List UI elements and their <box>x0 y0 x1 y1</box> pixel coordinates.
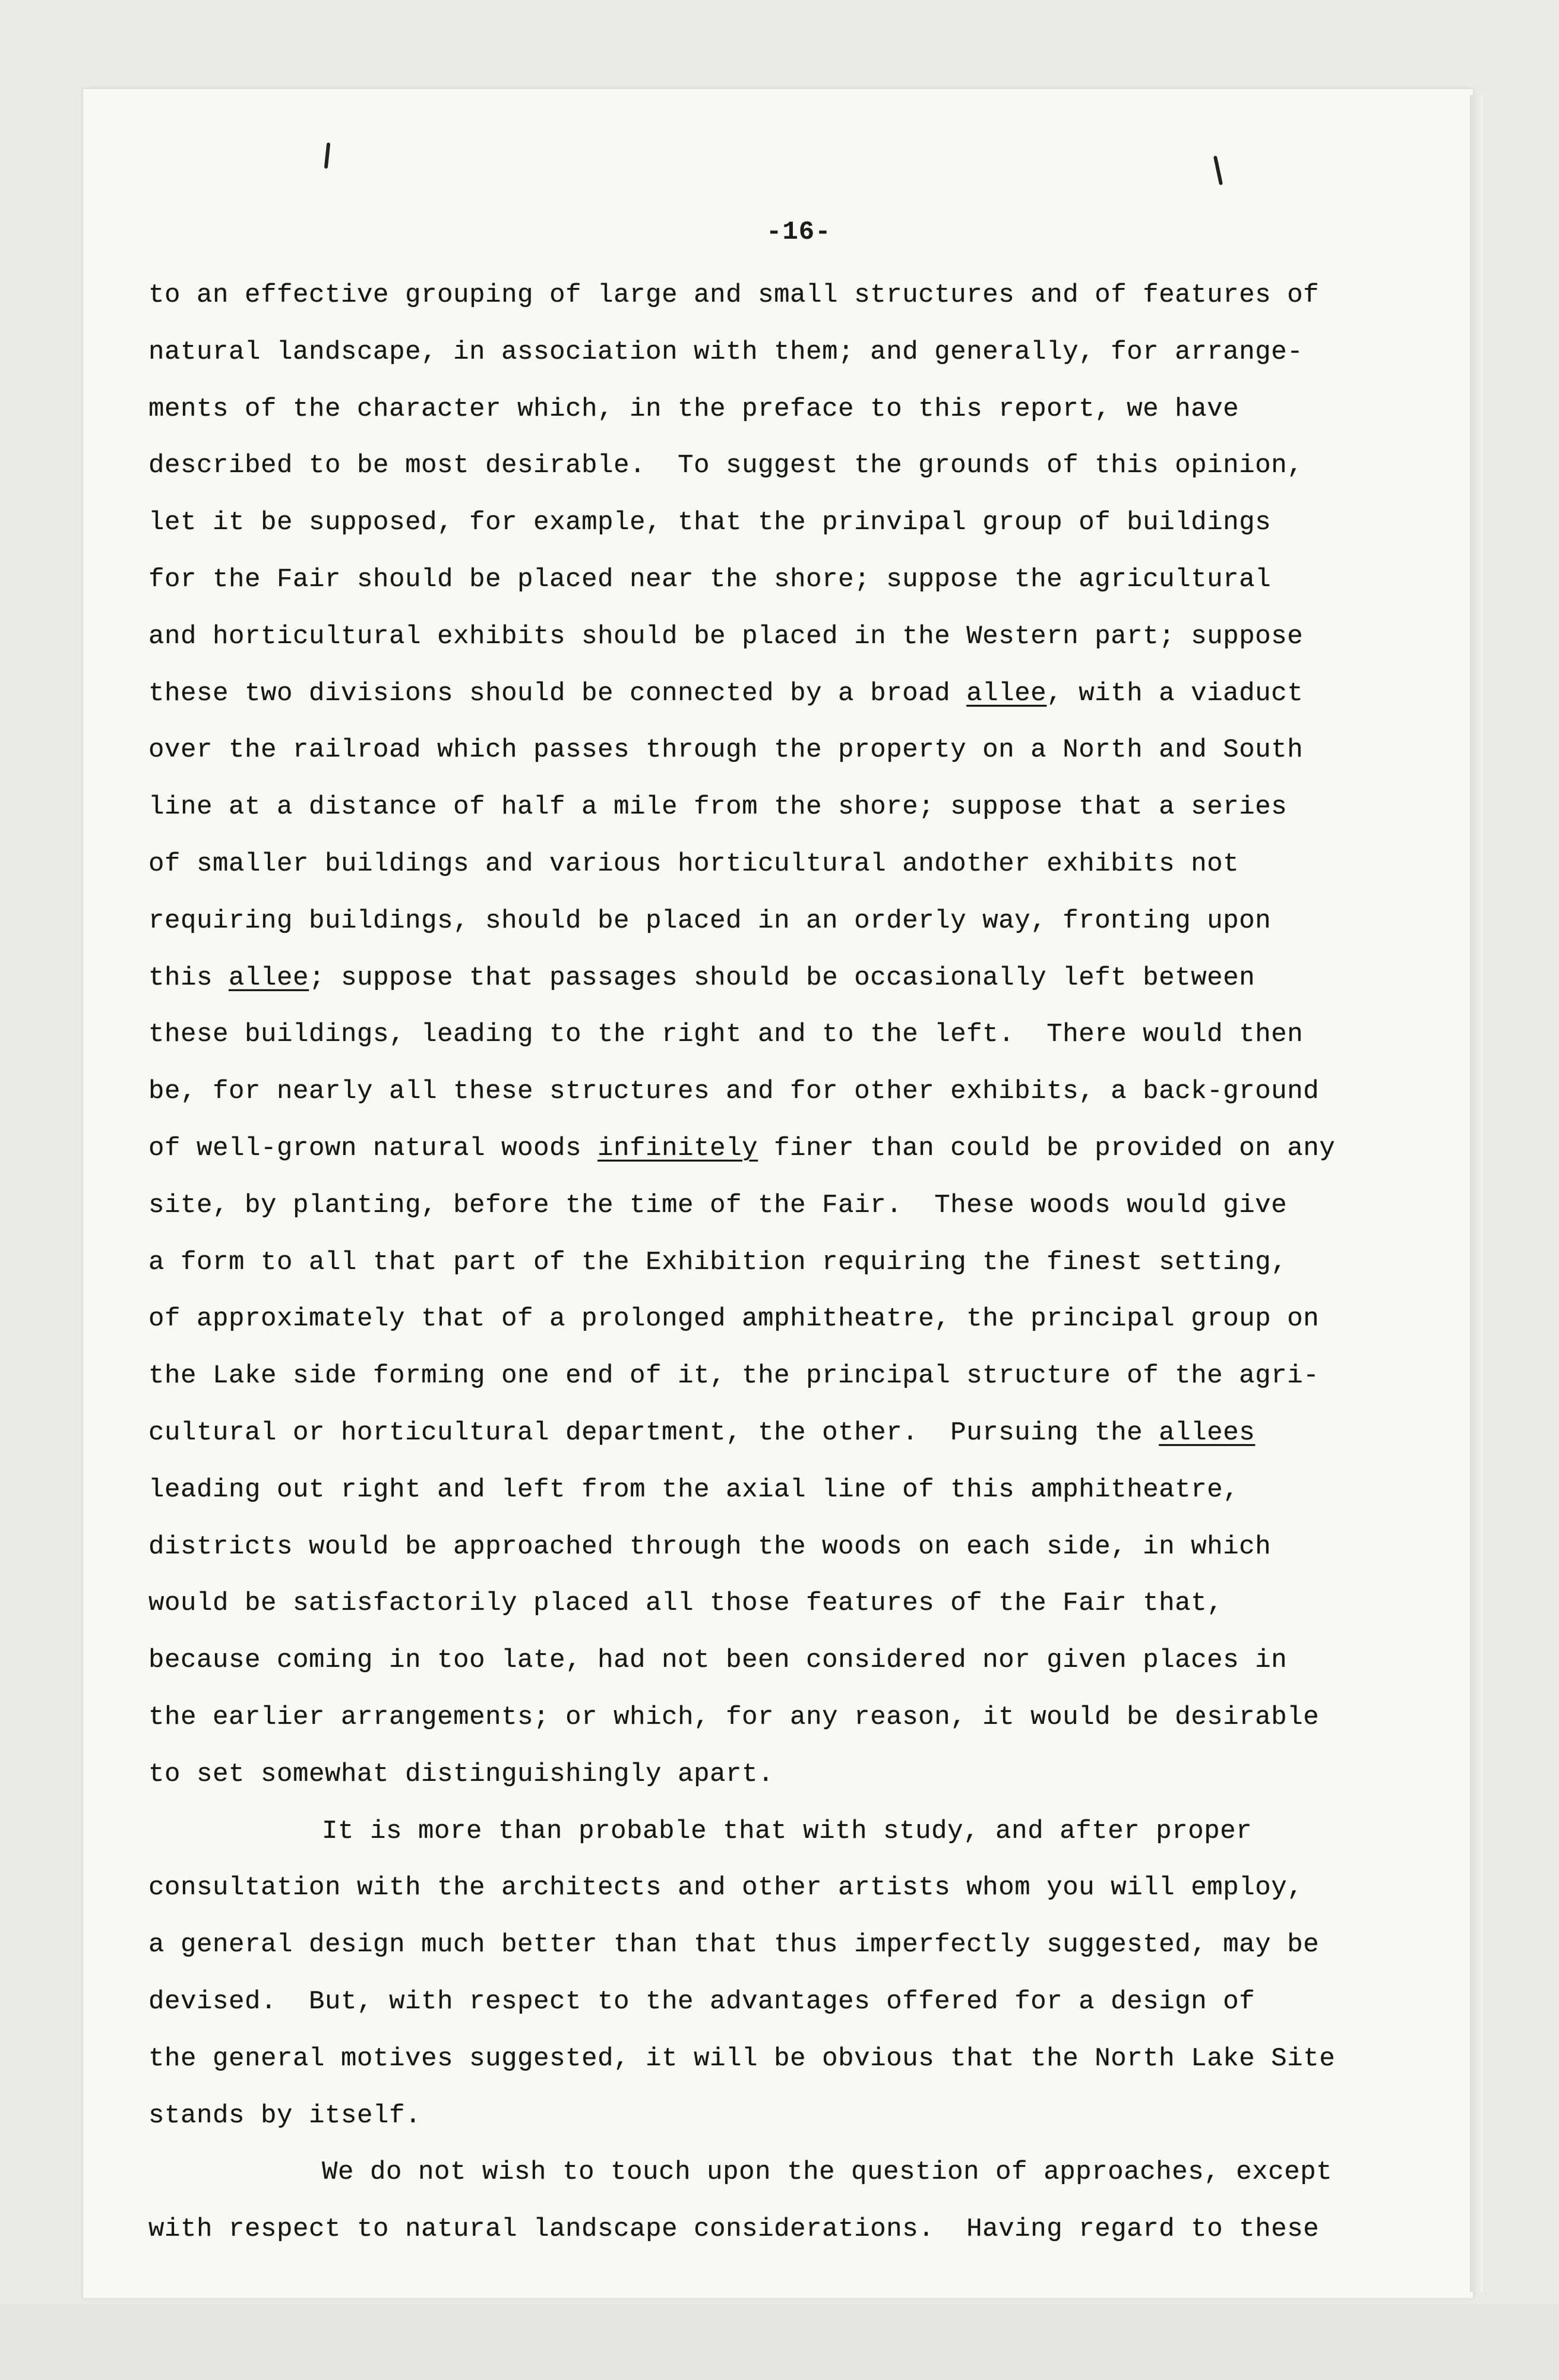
underlined-word: allee <box>229 963 309 993</box>
text-line <box>148 666 1467 723</box>
text-line <box>148 836 1467 893</box>
text-run: to set somewhat distinguishingly apart. <box>148 1759 774 1789</box>
text-line <box>148 495 1467 552</box>
text-run: devised. But, with respect to the advantages offered for a design of <box>148 1986 1256 2017</box>
text-line <box>148 1178 1467 1235</box>
text-run: We do not wish to touch upon the question of approaches, except <box>322 2157 1333 2188</box>
text-line <box>148 1291 1467 1348</box>
text-line <box>148 1974 1467 2031</box>
text-line <box>148 1689 1467 1746</box>
text-run: ments of the character which, in the preface to this report, we have <box>148 394 1239 424</box>
text-run: described to be most desirable. To suggest the grounds of this opinion, <box>148 451 1304 481</box>
text-line <box>148 2144 1467 2201</box>
text-run: these two divisions should be connected by a broad <box>148 678 967 708</box>
text-line <box>148 779 1467 836</box>
text-run: , with a viaduct <box>1046 678 1304 708</box>
text-run: the earlier arrangements; or which, for any reason, it would be desirable <box>148 1702 1320 1732</box>
body-text <box>148 267 1467 2258</box>
text-line <box>148 1405 1467 1462</box>
text-line <box>148 1064 1467 1121</box>
underlined-word: allee <box>966 678 1047 708</box>
text-run: the Lake side forming one end of it, the principal structure of the agri- <box>148 1361 1320 1391</box>
text-line <box>148 1575 1467 1632</box>
text-run: because coming in too late, had not been considered nor given places in <box>148 1645 1288 1676</box>
text-run: for the Fair should be placed near the shore; suppose the agricultural <box>148 564 1272 594</box>
page-edge <box>1470 95 1483 2292</box>
text-line <box>148 1462 1467 1519</box>
page-number: -16- <box>766 217 831 247</box>
text-run: districts would be approached through the woods on each side, in which <box>148 1531 1272 1562</box>
text-run: would be satisfactorily placed all those features of the Fair that, <box>148 1588 1223 1619</box>
text-line <box>148 1803 1467 1860</box>
text-run: of approximately that of a prolonged amphitheatre, the principal group on <box>148 1304 1320 1334</box>
text-run: It is more than probable that with study, and after proper <box>322 1816 1253 1846</box>
text-run: to an effective grouping of large and small structures and of features of <box>148 280 1320 310</box>
text-line <box>148 722 1467 779</box>
text-run: cultural or horticultural department, the other. Pursuing the <box>148 1417 1159 1448</box>
text-line <box>148 950 1467 1007</box>
scan-bottom-margin <box>0 2304 1559 2380</box>
text-run: be, for nearly all these structures and for other exhibits, a back-ground <box>148 1077 1320 1107</box>
text-run: these buildings, leading to the right and to the left. There would then <box>148 1020 1304 1050</box>
text-run: let it be supposed, for example, that the prinvipal group of buildings <box>148 508 1272 538</box>
text-line <box>148 893 1467 950</box>
text-run: over the railroad which passes through the property on a North and South <box>148 735 1304 765</box>
text-run: of smaller buildings and various horticultural andother exhibits not <box>148 849 1239 879</box>
text-run: finer than could be provided on any <box>758 1133 1336 1163</box>
text-line <box>148 267 1467 324</box>
text-line <box>148 381 1467 438</box>
text-run: a general design much better than that thus imperfectly suggested, may be <box>148 1930 1320 1960</box>
text-line <box>148 1519 1467 1576</box>
text-run: natural landscape, in association with them; and generally, for arrange- <box>148 337 1304 367</box>
text-line <box>148 1860 1467 1917</box>
text-run: ; suppose that passages should be occasionally left between <box>309 963 1256 993</box>
text-line <box>148 2088 1467 2145</box>
text-line <box>148 1007 1467 1064</box>
text-line <box>148 552 1467 609</box>
text-line <box>148 324 1467 381</box>
text-run: requiring buildings, should be placed in an orderly way, fronting upon <box>148 906 1272 936</box>
text-line <box>148 1121 1467 1178</box>
text-run: with respect to natural landscape considerations. Having regard to these <box>148 2214 1320 2245</box>
text-line <box>148 438 1467 495</box>
text-run: stands by itself. <box>148 2100 422 2131</box>
text-line <box>148 2031 1467 2088</box>
text-run: consultation with the architects and other artists whom you will employ, <box>148 1873 1304 1903</box>
text-run: this <box>148 963 229 993</box>
text-line <box>148 1746 1467 1803</box>
underlined-word: infinitely <box>597 1133 758 1163</box>
text-line <box>148 1632 1467 1689</box>
text-run: of well-grown natural woods <box>148 1133 598 1163</box>
text-run: and horticultural exhibits should be placed in the Western part; suppose <box>148 621 1304 651</box>
text-line <box>148 609 1467 666</box>
text-line <box>148 1235 1467 1292</box>
underlined-word: allees <box>1159 1417 1256 1448</box>
text-run: leading out right and left from the axial line of this amphitheatre, <box>148 1474 1239 1505</box>
text-run: a form to all that part of the Exhibition requiring the finest setting, <box>148 1247 1288 1277</box>
text-line <box>148 1917 1467 1974</box>
text-line <box>148 1348 1467 1405</box>
text-run: site, by planting, before the time of the Fair. These woods would give <box>148 1190 1288 1220</box>
text-run: line at a distance of half a mile from the shore; suppose that a series <box>148 792 1288 822</box>
text-line <box>148 2201 1467 2258</box>
text-run: the general motives suggested, it will be obvious that the North Lake Site <box>148 2043 1336 2074</box>
